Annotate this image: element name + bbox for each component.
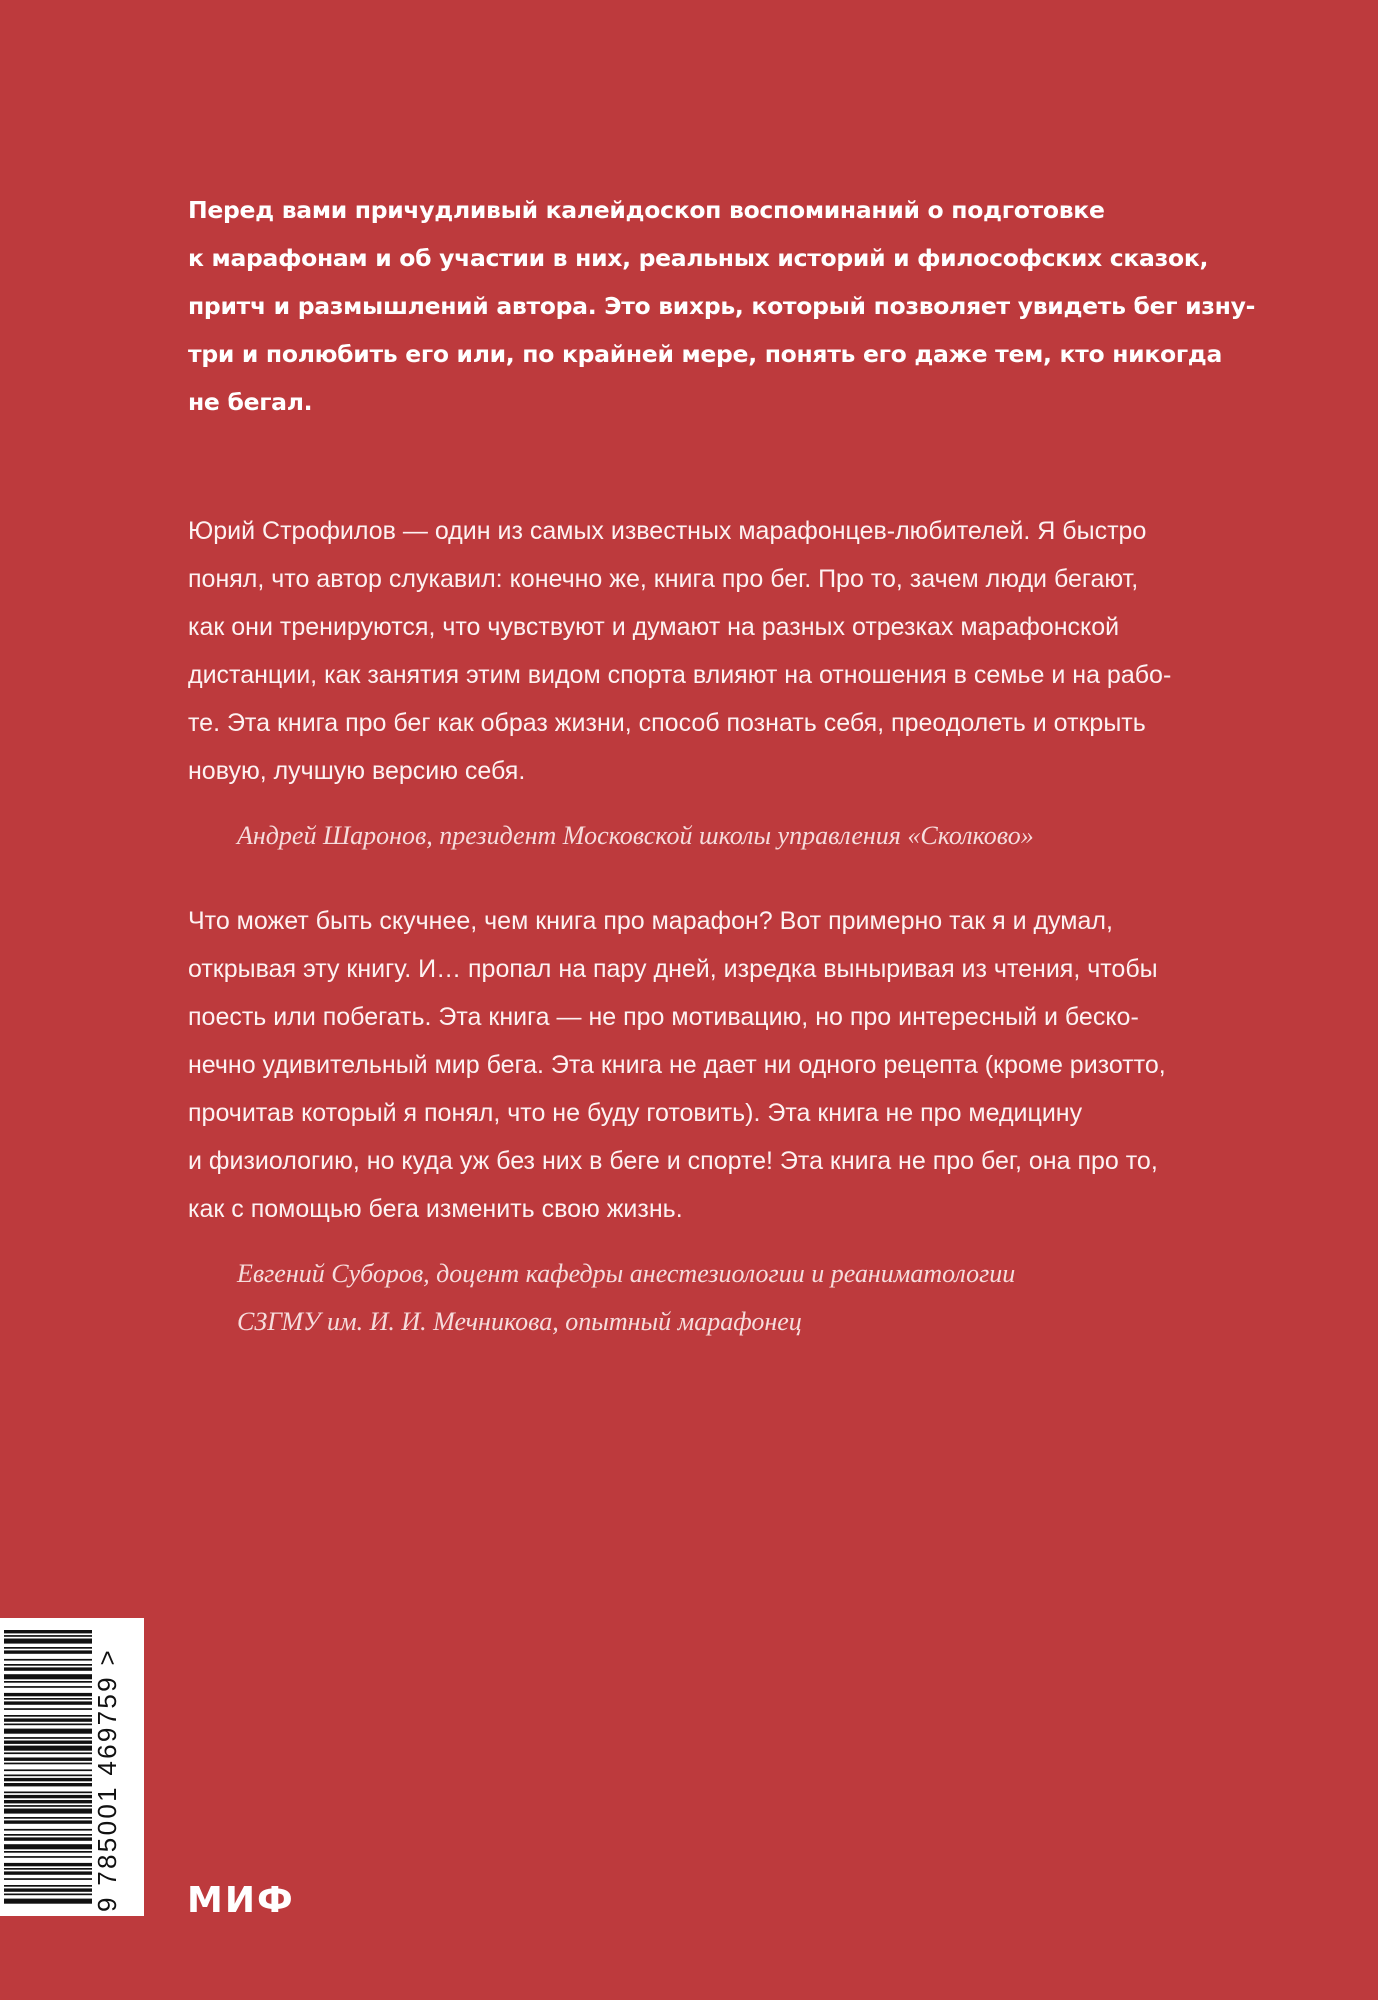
review-line: и физиологию, но куда уж без них в беге и спорте! Эта книга не про бег, она про то,	[188, 1147, 1158, 1175]
barcode-bar	[4, 1741, 92, 1744]
review-signature-sharonov	[237, 812, 1137, 860]
barcode-bar	[4, 1792, 92, 1794]
barcode-bar	[4, 1829, 92, 1831]
signature-line: СЗГМУ им. И. И. Мечникова, опытный марафонец	[237, 1307, 802, 1336]
barcode-bar	[4, 1724, 92, 1726]
review-line: открывая эту книгу. И… пропал на пару дней, изредка выныривая из чтения, чтобы	[188, 955, 1158, 983]
barcode-bar	[4, 1647, 92, 1649]
publisher-logo: МИФ	[187, 1880, 295, 1921]
barcode-bar	[4, 1664, 92, 1666]
barcode-bar	[4, 1701, 92, 1704]
barcode-bar	[4, 1795, 92, 1798]
barcode-bar	[4, 1871, 92, 1874]
review-line: поесть или побегать. Эта книга — не про мотивацию, но про интересный и беско-	[188, 1003, 1139, 1031]
barcode-bar	[4, 1659, 92, 1661]
barcode-bar	[4, 1693, 92, 1696]
barcode-bar	[4, 1639, 92, 1644]
barcode-bar	[4, 1783, 92, 1786]
barcode-bar	[4, 1769, 92, 1771]
barcode-bar	[4, 1899, 92, 1904]
barcode-bar	[4, 1805, 92, 1807]
review-line: те. Эта книга про бег как образ жизни, способ познать себя, преодолеть и открыть	[188, 709, 1146, 737]
review-line: дистанции, как занятия этим видом спорта влияют на отношения в семье и на рабо-	[188, 661, 1172, 689]
review-line: нечно удивительный мир бега. Эта книга не дает ни одного рецепта (кроме ризотто,	[188, 1051, 1166, 1079]
review-line: Юрий Строфилов — один из самых известных марафонцев-любителей. Я быстро	[188, 517, 1147, 545]
barcode-bar	[4, 1681, 92, 1683]
review-line: Что может быть скучнее, чем книга про марафон? Вот примерно так я и думал,	[188, 907, 1113, 935]
barcode-bar	[4, 1752, 92, 1754]
barcode-bar	[4, 1650, 92, 1653]
barcode-bar	[4, 1837, 92, 1840]
barcode-bar	[4, 1630, 92, 1633]
review-quote-sharonov	[188, 507, 1172, 795]
barcode-bar	[4, 1708, 92, 1710]
barcode-bar	[4, 1737, 92, 1739]
intro-paragraph	[188, 186, 1256, 426]
signature-line: Андрей Шаронов, президент Московской школы управления «Сколково»	[237, 821, 1034, 850]
barcode-bar	[4, 1851, 92, 1853]
barcode-bar	[4, 1763, 92, 1765]
intro-line: не бегал.	[188, 388, 313, 416]
barcode-bar	[4, 1698, 92, 1700]
barcode-bar	[4, 1715, 92, 1717]
barcode-bar	[4, 1800, 92, 1803]
barcode-bar	[4, 1863, 92, 1866]
review-line: как они тренируются, что чувствуют и думают на разных отрезках марафонской	[188, 613, 1120, 641]
barcode-bar	[4, 1820, 92, 1823]
signature-line: Евгений Суборов, доцент кафедры анестезиологии и реаниматологии	[237, 1259, 1016, 1288]
intro-line: Перед вами причудливый калейдоскоп воспоминаний о подготовке	[188, 196, 1105, 224]
barcode-bar	[4, 1894, 92, 1896]
barcode-bar	[4, 1778, 92, 1781]
review-line: новую, лучшую версию себя.	[188, 757, 526, 785]
barcode-bar	[4, 1809, 92, 1814]
barcode-bar	[4, 1635, 92, 1637]
barcode-bar	[4, 1878, 92, 1880]
barcode-bar	[4, 1667, 92, 1670]
barcode-bar	[4, 1844, 92, 1849]
barcode-bar	[4, 1885, 92, 1887]
intro-line: притч и размышлений автора. Это вихрь, который позволяет увидеть бег изну-	[188, 292, 1256, 320]
intro-line: три и полюбить его или, по крайней мере, понять его даже тем, кто никогда	[188, 340, 1223, 368]
review-line: прочитав который я понял, что не буду готовить). Эта книга не про медицину	[188, 1099, 1083, 1127]
review-quote-suborov	[188, 897, 1166, 1233]
barcode-bar	[4, 1888, 92, 1891]
barcode-bar	[4, 1674, 92, 1679]
barcode-bar	[4, 1817, 92, 1819]
review-line: понял, что автор слукавил: конечно же, книга про бег. Про то, зачем люди бегают,	[188, 565, 1139, 593]
barcode-bar	[4, 1856, 92, 1858]
review-signature-suborov	[237, 1250, 1137, 1346]
barcode-bar	[4, 1758, 92, 1761]
barcode-bar	[4, 1729, 92, 1734]
barcode-digits: 9 785001 469759 >	[92, 1648, 122, 1912]
barcode-bar	[4, 1746, 92, 1751]
intro-line: к марафонам и об участии в них, реальных историй и философских сказок,	[188, 244, 1209, 272]
barcode-bar	[4, 1775, 92, 1777]
barcode-bar	[4, 1686, 92, 1688]
barcode-bar	[4, 1718, 92, 1721]
barcode-bar	[4, 1868, 92, 1870]
review-line: как с помощью бега изменить свою жизнь.	[188, 1195, 683, 1223]
barcode-bar	[4, 1834, 92, 1836]
